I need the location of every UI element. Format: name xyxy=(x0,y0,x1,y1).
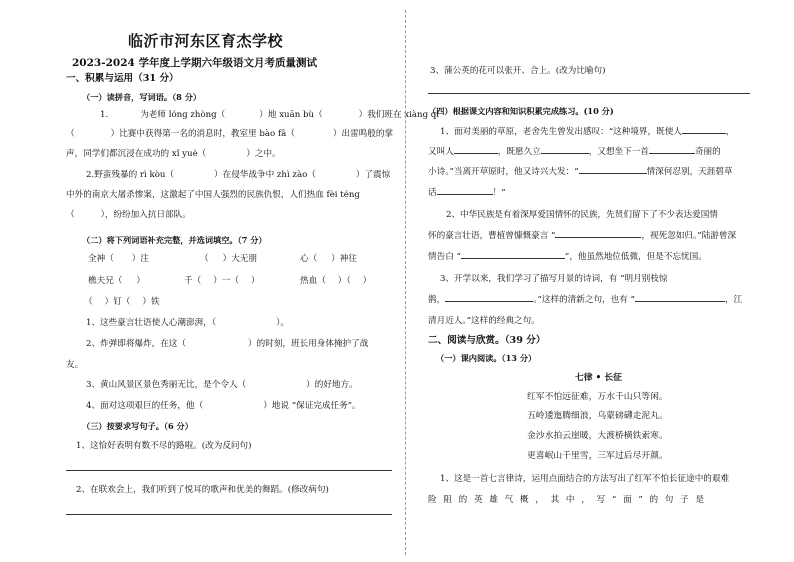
s2-q1: 1、这些豪言壮语使人心潮澎湃，（ ）。 xyxy=(86,318,289,328)
s1-line6 xyxy=(66,210,191,221)
s4-p2-line2: 怀的豪言壮语，曹植曾慷慨豪言 “ ，视死忽如归。”陆游曾深 xyxy=(428,231,737,241)
s3-q3-answer-line[interactable] xyxy=(428,93,750,94)
part1-title: 一、积累与运用（31 分） xyxy=(66,73,179,84)
s3-q1-answer-line[interactable] xyxy=(66,470,392,471)
s2-word6: 热血（ ）（ ） xyxy=(300,276,372,286)
poem-line-3: 金沙水拍云崖暖，大渡桥横铁索寒。 xyxy=(527,431,668,441)
s4-p3-line2: 鹊， 。”这样的清新之句，也有 “ ，江 xyxy=(428,295,743,305)
s1-l4-b: ）在侵华战争中 zhì zào（ xyxy=(214,170,316,180)
s2-title: （二）将下列词语补充完整，并选词填空。（7 分） xyxy=(82,235,267,245)
s2-q3: 3、黄山风景区景色秀丽无比，是个令人（ ）的好地方。 xyxy=(86,380,358,390)
s2-word1: 全神（ ）注 xyxy=(88,254,149,264)
part2-q1-line1: 1、这是一首七言律诗，运用点面结合的方法写出了红军不怕长征途中的艰难 xyxy=(440,474,730,484)
s2-word4: 樵夫兄（ ） xyxy=(88,276,145,286)
s3-q2-answer-line[interactable] xyxy=(66,514,392,515)
s1-l3-a: 声，同学们都沉浸在成功的 xǐ yuè（ xyxy=(66,149,207,159)
s4-title: （四）根据课文内容和知识积累完成练习。(10 分) xyxy=(428,106,614,116)
s1-l6-a: （ xyxy=(66,210,75,220)
s2-q4: 4、面对这项艰巨的任务，他（ ）地说 “保证完成任务”。 xyxy=(86,401,361,411)
s2-word5: 千（ ）一（ ） xyxy=(184,276,260,286)
s1-l1-d: ）我们班在 xiàng qí xyxy=(358,110,440,120)
s1-l1-b: 为老师 lóng zhòng（ xyxy=(140,110,226,120)
s3-title: （三）按要求写句子。（6 分） xyxy=(82,421,193,431)
poem-line-4: 更喜岷山千里雪，三军过后尽开颜。 xyxy=(527,451,668,461)
s4-p1-line4: 话 ！” xyxy=(428,188,506,198)
part2-s1-title: （一）课内阅读。（13 分） xyxy=(436,353,537,363)
s3-q3: 3、蒲公英的花可以张开、合上。(改为比喻句) xyxy=(430,66,606,76)
part2-title: 二、阅读与欣赏。（39 分） xyxy=(428,335,546,346)
s1-line3 xyxy=(66,149,281,160)
s3-q1: 1、这恰好表明有数不尽的路啦。(改为反问句) xyxy=(76,441,252,451)
s2-word7: （ ）钉（ ）铁 xyxy=(84,297,160,307)
s2-q2-cont: 友。 xyxy=(66,360,84,370)
s4-p2-line1: 2、中华民族是有着深厚爱国情怀的民族，先贤们留下了不少表达爱国情 xyxy=(446,210,718,220)
s4-p1-line2: 又叫人 ，既愿久立 ，又想坐下一首 奇丽的 xyxy=(428,147,721,157)
s2-q2: 2、炸弹即将爆炸，在这（ ）的时刻，班长用身体掩护了战 xyxy=(86,339,369,349)
exam-title: 2023-2024 学年度上学期六年级语文月考质量测试 xyxy=(72,57,317,69)
s4-p1-line3: 小诗。”当离开草原时，他又诗兴大发：“ 情深何忍别，天涯碧草 xyxy=(428,167,733,177)
school-name: 临沂市河东区育杰学校 xyxy=(128,32,284,50)
s4-p1-line1: 1、面对美丽的草原，老舍先生曾发出感叹：“这种境界，既使人 ， xyxy=(440,127,735,137)
s2-word3: 心（ ）神往 xyxy=(300,254,357,264)
s1-l4-c: ）了震惊 xyxy=(355,170,391,180)
s1-title: （一）读拼音，写词语。（8 分） xyxy=(82,92,202,102)
poem-line-2: 五岭逶迤腾细浪，乌蒙磅礴走泥丸。 xyxy=(527,411,668,421)
s1-l3-b: ）之中。 xyxy=(246,149,281,159)
s1-line1 xyxy=(100,110,439,121)
s1-line4 xyxy=(86,170,390,181)
s4-p2-line3: 情告白 “ ”，他虽然地位低微，但是不忘忧国。 xyxy=(428,252,707,262)
poem-title: 七律 • 长征 xyxy=(575,373,622,383)
s1-line2 xyxy=(66,129,393,140)
s1-line5: 中外的南京大屠杀惨案，这激起了中国人强烈的民族仇恨，人们热血 fèi téng xyxy=(66,190,360,200)
s1-l1-num: 1. xyxy=(100,110,109,120)
s3-q2: 2、在联欢会上，我们听到了悦耳的歌声和优美的舞蹈。(修改病句) xyxy=(76,485,329,495)
s1-l2-b: ）比赛中获得第一名的消息时，教室里 bào fā（ xyxy=(110,129,295,139)
s1-l4-a: 2.野蛮残暴的 rì kòu（ xyxy=(86,170,174,180)
s1-l2-c: ）出雷鸣般的掌 xyxy=(332,129,394,139)
s1-l6-b: ），纷纷加入抗日部队。 xyxy=(100,210,191,220)
column-divider xyxy=(405,10,406,555)
s1-l1-c: ）地 xuān bù（ xyxy=(259,110,323,120)
s1-l2-a: （ xyxy=(66,129,75,139)
s4-p3-line1: 3、开学以来，我们学习了描写月景的诗词，有 “明月别枝惊 xyxy=(440,274,668,284)
poem-line-1: 红军不怕远征难，万水千山只等闲。 xyxy=(527,392,668,402)
s2-word2: （ ）大无朋 xyxy=(200,254,257,264)
part2-q1-line2: 险 阻 的 英 雄 气 概 ， 其 中 ， 写 “ 面 ” 的 句 子 是 xyxy=(428,495,705,505)
s4-p3-line3: 清月近人。”这样的经典之句。 xyxy=(428,316,540,326)
